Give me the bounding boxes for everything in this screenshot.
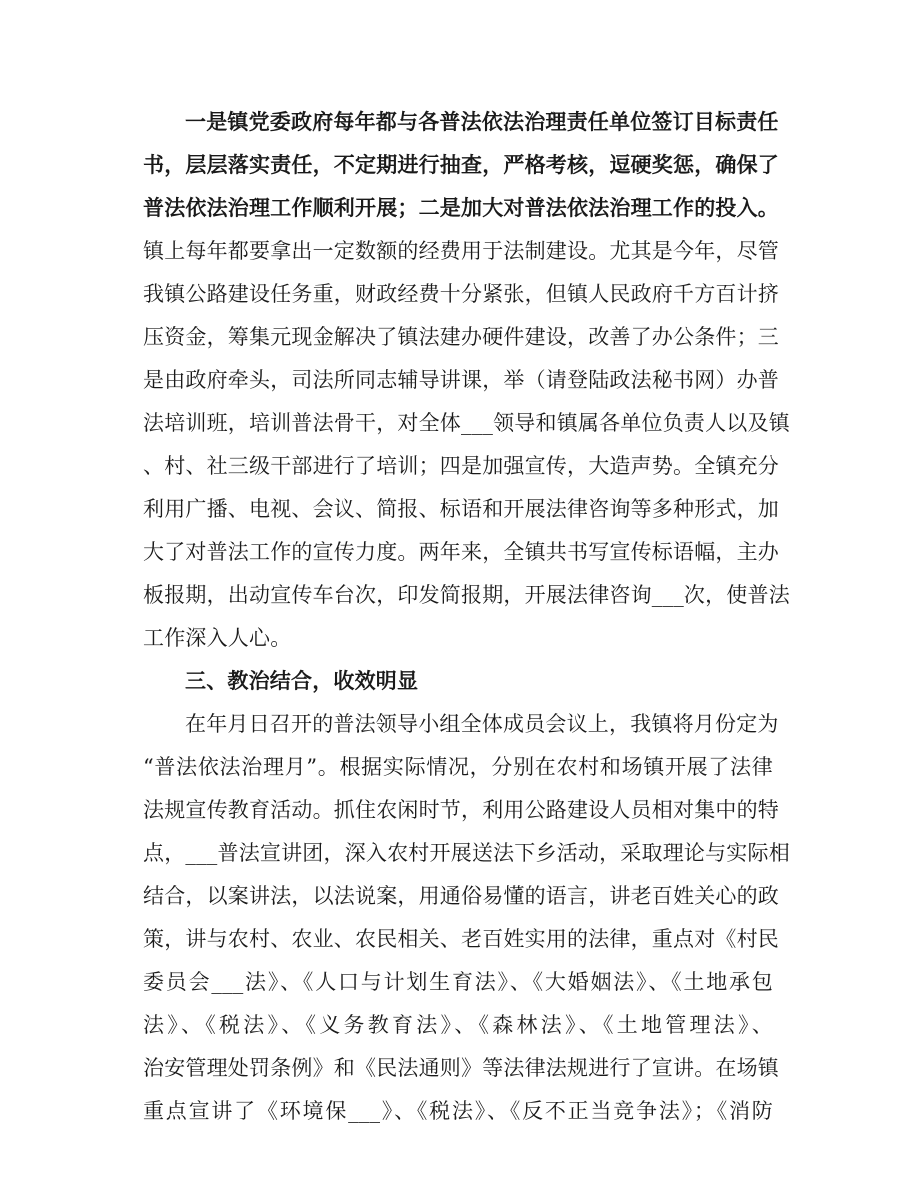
text-line: 一是镇党委政府每年都与各普法依法治理责任单位签订目标责任 bbox=[185, 109, 779, 134]
text-line: 策，讲与农村、农业、农民相关、老百姓实用的法律，重点对《村民 bbox=[143, 927, 779, 951]
text-line: “普法依法治理月”。根据实际情况，分别在农村和场镇开展了法律 bbox=[143, 755, 773, 779]
section-heading: 三、教治结合，收效明显 bbox=[185, 668, 419, 693]
text-line: 点，___普法宣讲团，深入农村开展送法下乡活动，采取理论与实际相 bbox=[143, 841, 790, 865]
text-line: 压资金，筹集元现金解决了镇法建办硬件建设，改善了办公条件；三 bbox=[143, 325, 779, 349]
text-line: 法》、《税法》、《义务教育法》、《森林法》、《土地管理法》、 bbox=[143, 1013, 773, 1037]
text-line: 我镇公路建设任务重，财政经费十分紧张，但镇人民政府千方百计挤 bbox=[143, 282, 779, 306]
text-line: 法规宣传教育活动。抓住农闲时节，利用公路建设人员相对集中的特 bbox=[143, 798, 779, 822]
text-line: 重点宣讲了《环境保___》、《税法》、《反不正当竞争法》；《消防 bbox=[143, 1099, 773, 1123]
text-line: 结合，以案讲法，以法说案，用通俗易懂的语言，讲老百姓关心的政 bbox=[143, 884, 779, 908]
text-line: 法培训班，培训普法骨干，对全体___领导和镇属各单位负责人以及镇 bbox=[143, 411, 790, 435]
text-line: 镇上每年都要拿出一定数额的经费用于法制建设。尤其是今年，尽管 bbox=[143, 239, 779, 263]
text-line: 利用广播、电视、会议、简报、标语和开展法律咨询等多种形式，加 bbox=[143, 497, 779, 521]
text-line: 普法依法治理工作顺利开展；二是加大对普法依法治理工作的投入。 bbox=[143, 195, 779, 220]
text-line: 大了对普法工作的宣传力度。两年来，全镇共书写宣传标语幅，主办 bbox=[143, 540, 779, 564]
text-line: 是由政府牵头，司法所同志辅导讲课，举（请登陆政法秘书网）办普 bbox=[143, 368, 779, 392]
text-line: 书，层层落实责任，不定期进行抽查，严格考核，逗硬奖惩，确保了 bbox=[143, 152, 779, 177]
text-line: 委员会___法》、《人口与计划生育法》、《大婚姻法》、《土地承包 bbox=[143, 970, 773, 994]
text-line: 板报期，出动宣传车台次，印发简报期，开展法律咨询___次，使普法 bbox=[143, 583, 790, 607]
text-line: 治安管理处罚条例》和《民法通则》等法律法规进行了宣讲。在场镇 bbox=[143, 1056, 779, 1080]
text-line: 工作深入人心。 bbox=[143, 626, 292, 650]
text-line: 、村、社三级干部进行了培训；四是加强宣传，大造声势。全镇充分 bbox=[143, 454, 779, 478]
text-line: 在年月日召开的普法领导小组全体成员会议上，我镇将月份定为 bbox=[185, 712, 779, 736]
